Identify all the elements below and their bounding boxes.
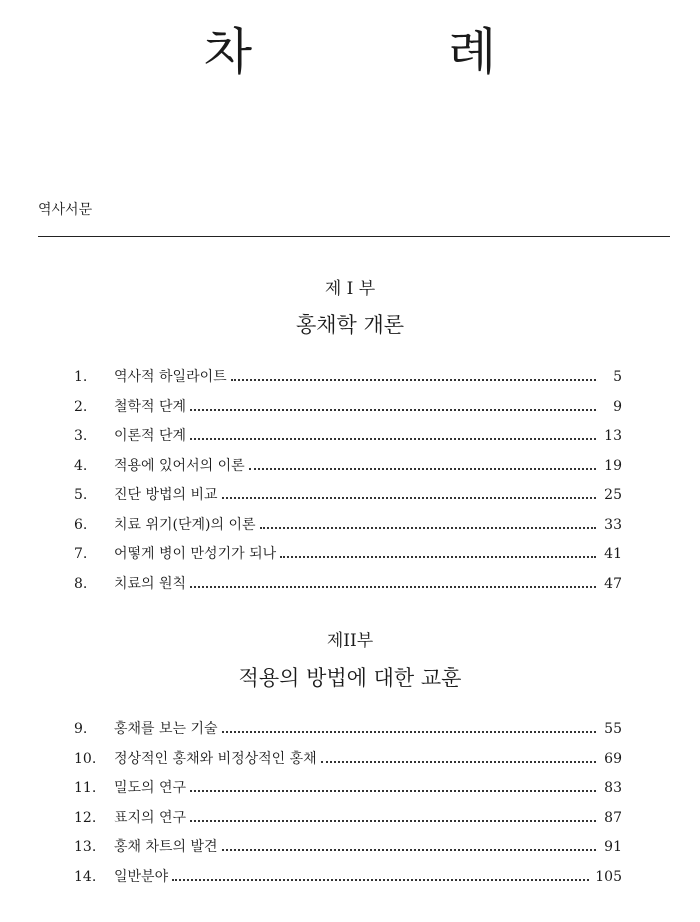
dot-leader: [260, 527, 596, 529]
dot-leader: [231, 379, 596, 381]
toc-entry-title: 치료 위기(단계)의 이론: [114, 516, 256, 533]
dot-leader: [190, 820, 596, 822]
toc-entry[interactable]: [74, 484, 622, 514]
toc-entry[interactable]: [74, 573, 622, 603]
toc-entry-title: 홍채 차트의 발견: [114, 839, 218, 855]
dot-leader: [190, 409, 596, 411]
dot-leader: [190, 790, 596, 792]
toc-entry[interactable]: [74, 425, 622, 455]
toc-entry-number: 3.: [74, 428, 88, 444]
toc-entry-title: 진단 방법의 비교: [114, 487, 218, 503]
toc-entry-number: 6.: [74, 516, 88, 533]
toc-entry-page: 5: [613, 369, 622, 385]
toc-entry[interactable]: [74, 836, 622, 866]
toc-entry-page: 13: [604, 428, 622, 444]
toc-entry-number: 14.: [74, 868, 97, 885]
toc-entry-number: 12.: [74, 809, 97, 826]
dot-leader: [222, 849, 596, 851]
toc-entry[interactable]: [74, 718, 622, 748]
toc-entry-number: 5.: [74, 487, 88, 503]
toc-entry-page: 33: [604, 516, 622, 533]
toc-entry[interactable]: [74, 514, 622, 544]
toc-entry[interactable]: [74, 748, 622, 778]
toc-entry-title: 철학적 단계: [114, 398, 187, 415]
toc-entry-title: 이론적 단계: [114, 428, 187, 444]
dot-leader: [321, 761, 596, 763]
preface-heading: 역사서문: [38, 202, 93, 218]
dot-leader: [190, 438, 596, 440]
part-1-toc: [74, 366, 622, 602]
toc-entry[interactable]: [74, 807, 622, 837]
toc-entry-page: 55: [604, 721, 622, 737]
page-title: 차 례: [203, 23, 587, 81]
toc-entry-number: 11.: [74, 780, 97, 796]
toc-entry[interactable]: [74, 866, 622, 896]
toc-entry-title: 적용에 있어서의 이론: [114, 457, 245, 474]
part-2-toc: [74, 718, 622, 895]
toc-entry-title: 밀도의 연구: [114, 780, 187, 796]
toc-entry-title: 어떻게 병이 만성기가 되나: [114, 546, 277, 562]
toc-entry-number: 9.: [74, 721, 88, 737]
part-1-title: 홍채학 개론: [295, 313, 405, 337]
section-divider: [38, 236, 670, 237]
toc-entry[interactable]: [74, 543, 622, 573]
toc-entry[interactable]: [74, 366, 622, 396]
toc-entry-number: 7.: [74, 546, 88, 562]
toc-entry-page: 41: [604, 546, 622, 562]
part-1-label: 제 I 부: [324, 279, 376, 299]
toc-entry-title: 일반분야: [114, 868, 169, 885]
toc-entry-page: 83: [604, 780, 622, 796]
dot-leader: [222, 497, 596, 499]
dot-leader: [172, 879, 589, 881]
toc-entry[interactable]: [74, 396, 622, 426]
dot-leader: [222, 731, 596, 733]
toc-entry-page: 91: [604, 839, 622, 855]
toc-entry-page: 47: [604, 575, 622, 592]
toc-entry-title: 역사적 하일라이트: [114, 369, 227, 385]
toc-entry-number: 1.: [74, 369, 88, 385]
dot-leader: [280, 556, 596, 558]
dot-leader: [190, 586, 596, 588]
toc-entry-page: 25: [604, 487, 622, 503]
toc-entry-page: 9: [613, 398, 622, 415]
toc-entry-number: 8.: [74, 575, 88, 592]
toc-entry-title: 표지의 연구: [114, 809, 187, 826]
dot-leader: [249, 468, 596, 470]
toc-entry-number: 13.: [74, 839, 97, 855]
toc-entry-number: 10.: [74, 750, 97, 767]
toc-entry[interactable]: [74, 455, 622, 485]
toc-entry-number: 4.: [74, 457, 88, 474]
part-2-title: 적용의 방법에 대한 교훈: [238, 666, 462, 690]
toc-entry-title: 홍채를 보는 기술: [114, 721, 218, 737]
toc-entry-title: 치료의 원칙: [114, 575, 187, 592]
toc-entry-page: 87: [604, 809, 622, 826]
toc-entry[interactable]: [74, 777, 622, 807]
toc-entry-title: 정상적인 홍채와 비정상적인 홍채: [114, 750, 317, 767]
toc-entry-page: 105: [595, 868, 622, 885]
toc-entry-page: 69: [604, 750, 622, 767]
toc-entry-number: 2.: [74, 398, 88, 415]
part-2-label: 제II부: [326, 631, 374, 651]
toc-entry-page: 19: [604, 457, 622, 474]
